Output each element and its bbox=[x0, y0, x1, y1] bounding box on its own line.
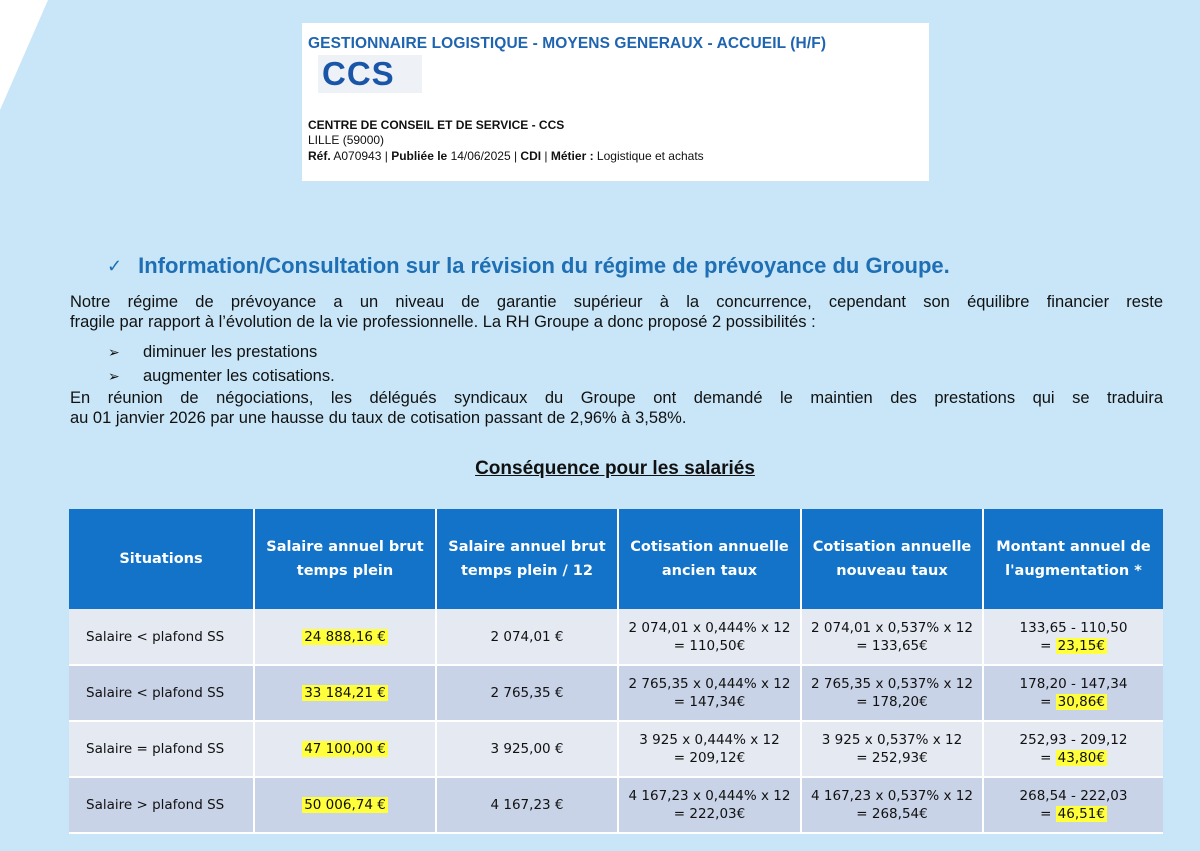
published-date: 14/06/2025 bbox=[450, 149, 511, 163]
cell-monthly: 2 765,35 € bbox=[436, 665, 618, 721]
negotiation-paragraph bbox=[70, 388, 1163, 428]
header-increase: Montant annuel de l'augmentation * bbox=[983, 509, 1163, 609]
header-new-rate: Cotisation annuelle nouveau taux bbox=[801, 509, 983, 609]
company-name: CENTRE DE CONSEIL ET DE SERVICE - CCS bbox=[308, 118, 565, 132]
section-title: Information/Consultation sur la révision du régime de prévoyance du Groupe. bbox=[138, 253, 950, 278]
table-row bbox=[69, 609, 1163, 665]
cell-new-rate: 4 167,23 x 0,537% x 12 = 268,54€ bbox=[801, 777, 983, 833]
header-old-rate: Cotisation annuelle ancien taux bbox=[618, 509, 801, 609]
contribution-table bbox=[69, 509, 1163, 834]
intro-line-2: fragile par rapport à l’évolution de la vie professionnelle. La RH Groupe a donc proposé 2 possibilités : bbox=[70, 313, 816, 331]
table-title: Conséquence pour les salariés bbox=[475, 458, 755, 479]
logo-text: CCS bbox=[322, 55, 395, 92]
cell-annual: 33 184,21 € bbox=[254, 665, 436, 721]
cell-situation: Salaire < plafond SS bbox=[69, 665, 254, 721]
negotiation-line-2: au 01 janvier 2026 par une hausse du taux de cotisation passant de 2,96% à 3,58%. bbox=[70, 409, 687, 427]
job-offer-card bbox=[302, 23, 929, 181]
header-monthly-salary: Salaire annuel brut temps plein / 12 bbox=[436, 509, 618, 609]
options-list bbox=[108, 340, 335, 388]
ref-value: A070943 bbox=[333, 149, 382, 163]
section-heading bbox=[107, 253, 950, 279]
list-item: ➢ augmenter les cotisations. bbox=[108, 364, 335, 388]
job-location: LILLE (59000) bbox=[308, 133, 385, 147]
ref-label: Réf. bbox=[308, 149, 331, 163]
list-item: ➢ diminuer les prestations bbox=[108, 340, 335, 364]
cell-monthly: 3 925,00 € bbox=[436, 721, 618, 777]
cell-old-rate: 4 167,23 x 0,444% x 12 = 222,03€ bbox=[618, 777, 801, 833]
decorative-corner bbox=[0, 0, 48, 110]
check-icon: ✓ bbox=[107, 255, 123, 276]
cell-monthly: 4 167,23 € bbox=[436, 777, 618, 833]
cell-increase: 268,54 - 222,03 = 46,51€ bbox=[983, 777, 1163, 833]
cell-increase: 178,20 - 147,34 = 30,86€ bbox=[983, 665, 1163, 721]
cell-new-rate: 2 765,35 x 0,537% x 12 = 178,20€ bbox=[801, 665, 983, 721]
job-title: GESTIONNAIRE LOGISTIQUE - MOYENS GENERAUX - ACCUEIL (H/F) bbox=[308, 35, 827, 52]
table-row bbox=[69, 665, 1163, 721]
arrow-bullet-icon: ➢ bbox=[108, 344, 120, 360]
table-row bbox=[69, 777, 1163, 833]
cell-old-rate: 3 925 x 0,444% x 12 = 209,12€ bbox=[618, 721, 801, 777]
cell-new-rate: 2 074,01 x 0,537% x 12 = 133,65€ bbox=[801, 609, 983, 665]
cell-increase: 133,65 - 110,50 = 23,15€ bbox=[983, 609, 1163, 665]
cell-increase: 252,93 - 209,12 = 43,80€ bbox=[983, 721, 1163, 777]
company-logo bbox=[318, 55, 422, 93]
table-row bbox=[69, 721, 1163, 777]
cell-situation: Salaire = plafond SS bbox=[69, 721, 254, 777]
contract-type: CDI bbox=[520, 149, 542, 163]
table-header-row bbox=[69, 509, 1163, 609]
cell-annual: 24 888,16 € bbox=[254, 609, 436, 665]
header-annual-salary: Salaire annuel brut temps plein bbox=[254, 509, 436, 609]
arrow-bullet-icon: ➢ bbox=[108, 368, 120, 384]
intro-line-1: Notre régime de prévoyance a un niveau de garantie supérieur à la concurrence, cependant son équilibre financier reste bbox=[70, 293, 1163, 311]
cell-old-rate: 2 765,35 x 0,444% x 12 = 147,34€ bbox=[618, 665, 801, 721]
cell-annual: 47 100,00 € bbox=[254, 721, 436, 777]
cell-situation: Salaire < plafond SS bbox=[69, 609, 254, 665]
metier-label: Métier : bbox=[550, 149, 594, 163]
cell-annual: 50 006,74 € bbox=[254, 777, 436, 833]
intro-paragraph bbox=[70, 292, 1163, 332]
metier-value: Logistique et achats bbox=[596, 149, 704, 163]
cell-situation: Salaire > plafond SS bbox=[69, 777, 254, 833]
cell-monthly: 2 074,01 € bbox=[436, 609, 618, 665]
cell-old-rate: 2 074,01 x 0,444% x 12 = 110,50€ bbox=[618, 609, 801, 665]
job-meta: Réf. A070943 | Publiée le 14/06/2025 | CDI | Métier : Logistique et achats bbox=[308, 149, 704, 163]
cell-new-rate: 3 925 x 0,537% x 12 = 252,93€ bbox=[801, 721, 983, 777]
published-label: Publiée le bbox=[391, 149, 448, 163]
negotiation-line-1: En réunion de négociations, les délégués syndicaux du Groupe ont demandé le maintien des prestations qui se traduira bbox=[70, 389, 1163, 407]
header-situations: Situations bbox=[69, 509, 254, 609]
